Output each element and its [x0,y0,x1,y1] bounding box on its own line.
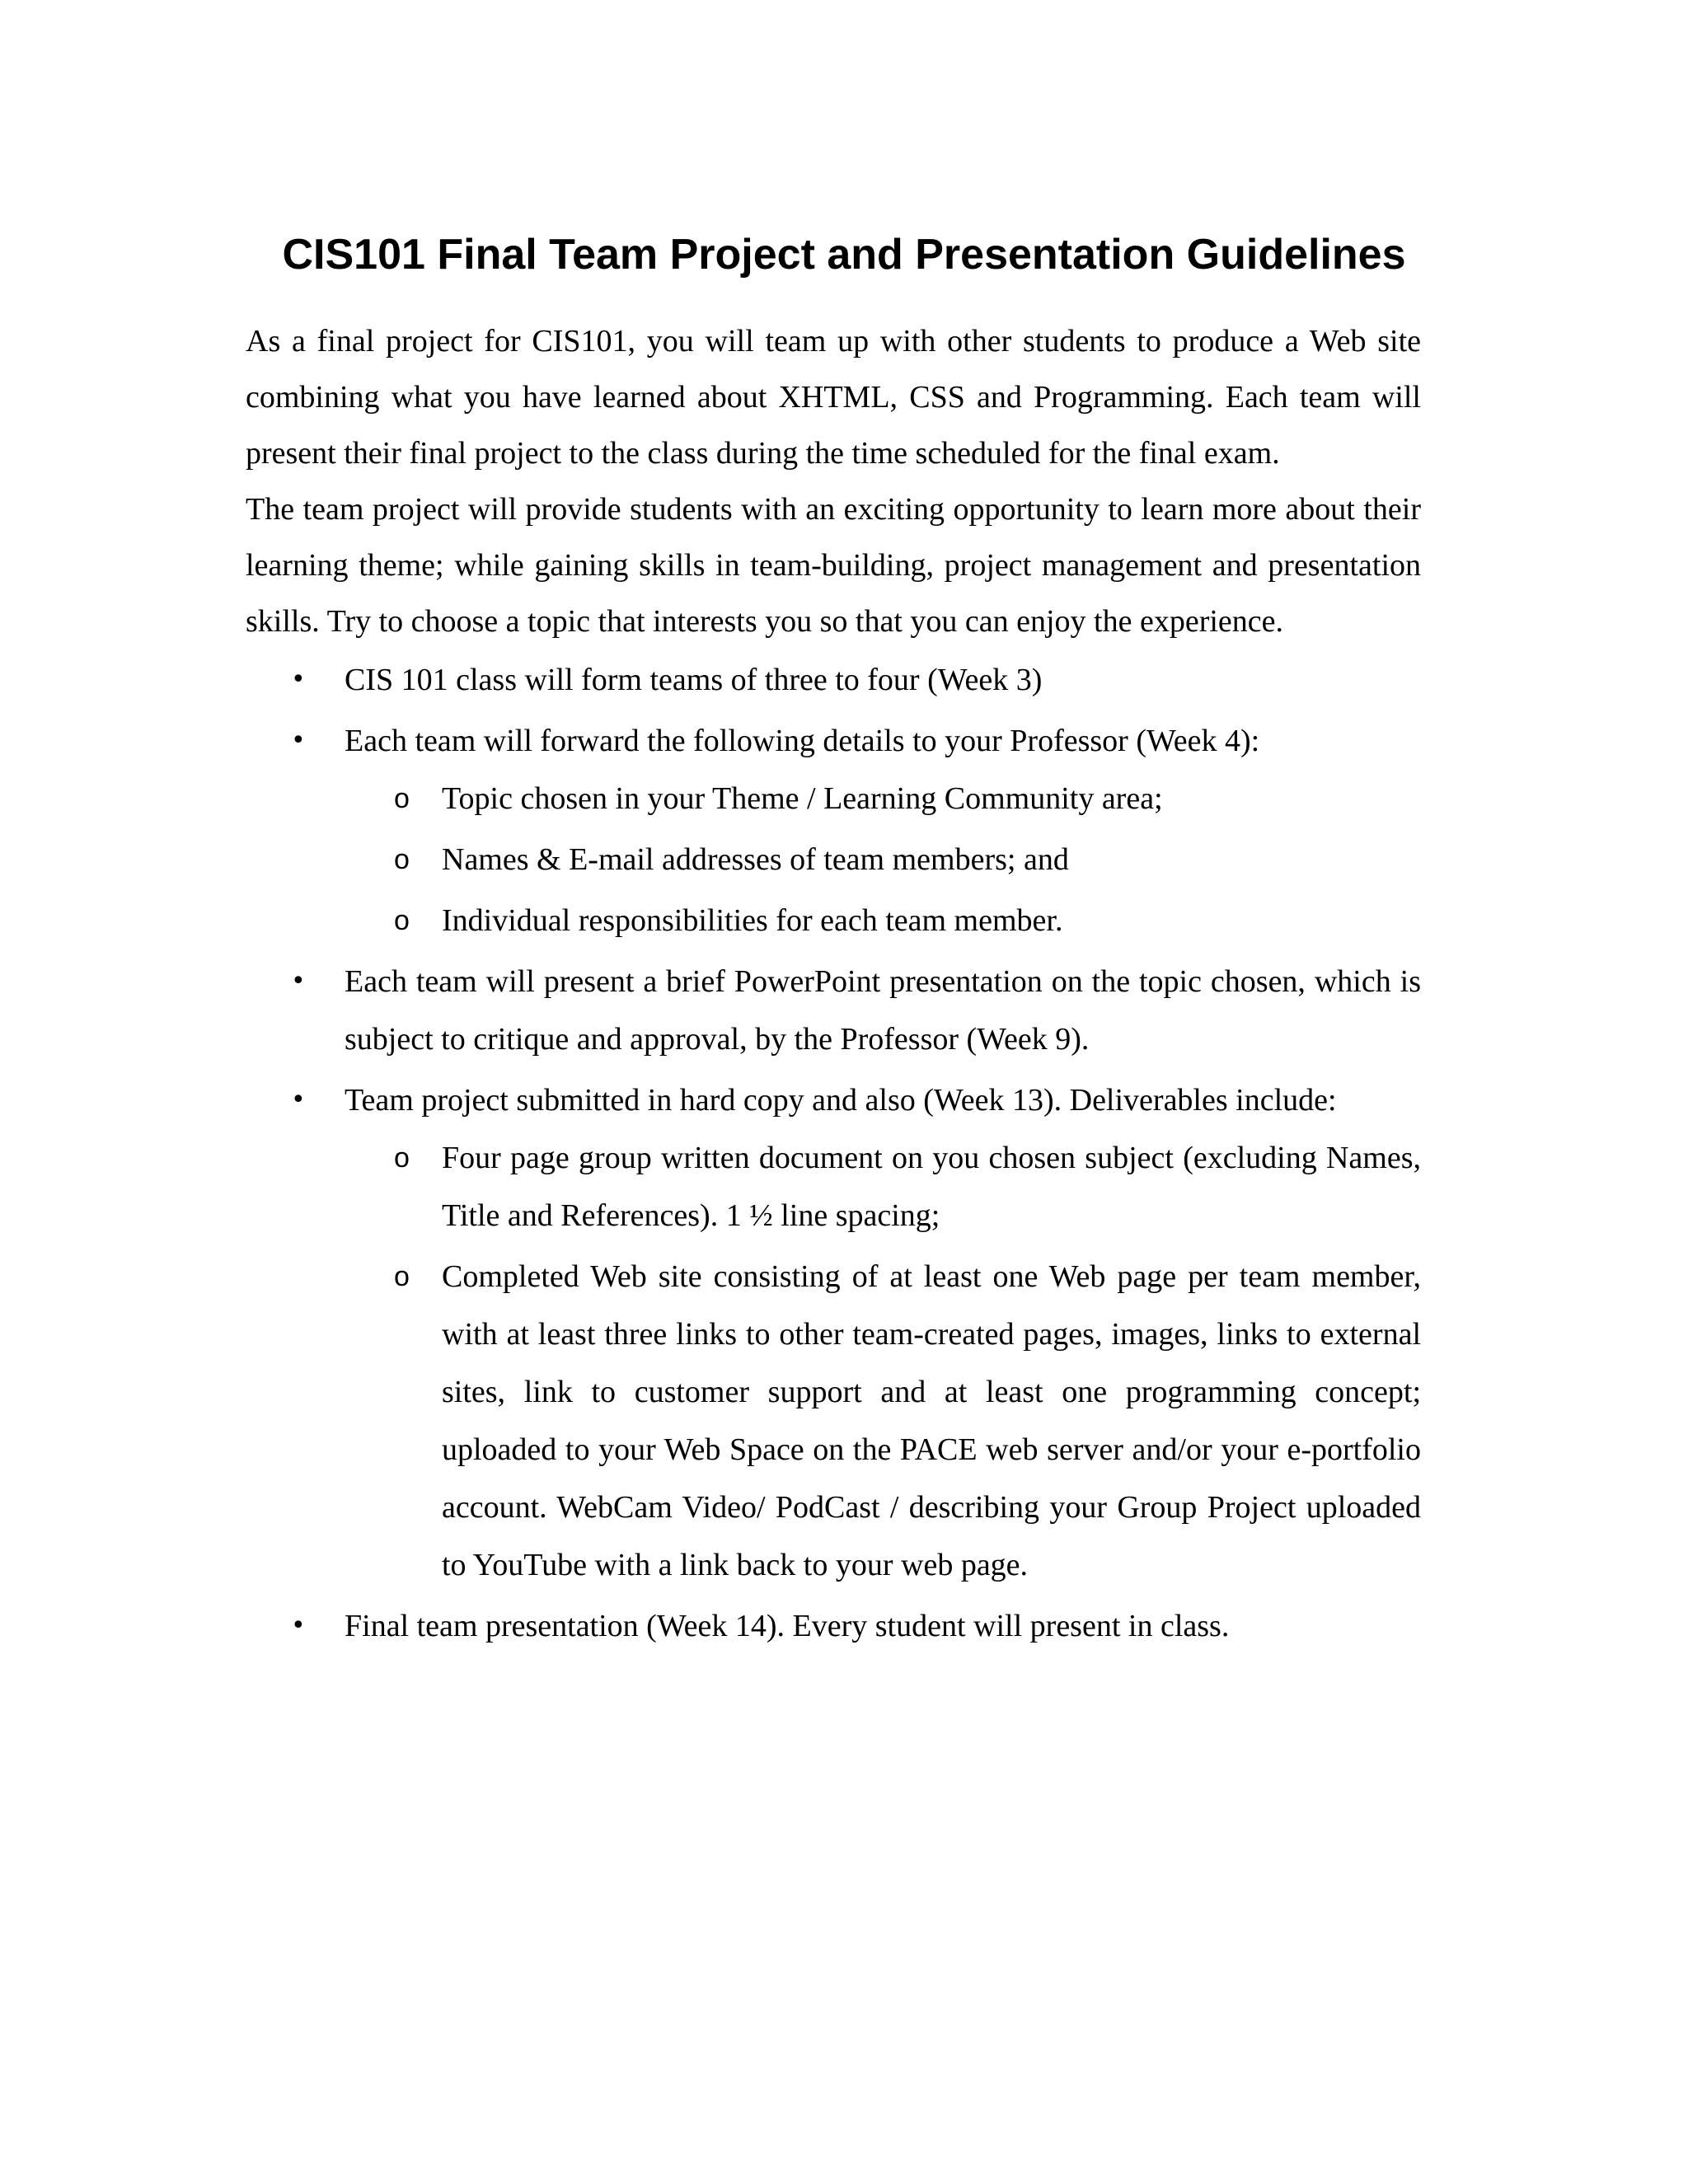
sub-list-item-text: Completed Web site consisting of at least one Web page per team member, with at least three links to other team-created pages, images, links to external sites, link to customer support and at least one programming concept; uploaded to your Web Space on the PACE web server and/or your e-portfolio account. WebCam Video/ PodCast / describing your Group Project uploaded to YouTube with a link back to your web page. [442,1259,1421,1582]
sub-bullet-marker: o [394,905,410,936]
sub-list-item-text: Topic chosen in your Theme / Learning Community area; [442,781,1163,816]
sub-list-item-text: Four page group written document on you chosen subject (excluding Names, Title and References). 1 ½ line spacing; [442,1141,1421,1233]
bullet-marker: • [291,1085,306,1114]
bullet-marker: • [291,967,306,996]
bullet-marker: • [291,726,306,755]
sub-bullet-marker: o [394,844,410,875]
sub-bullet-marker: o [394,1142,410,1174]
bullet-marker: • [291,1611,306,1640]
sub-list-item [345,831,1421,888]
intro-paragraph: As a final project for CIS101, you will team up with other students to produce a Web site combining what you have learned about XHTML, CSS and Programming. Each team will present their final project to the class during the time scheduled for the final exam. [246,324,1421,471]
list-item [246,651,1421,709]
sub-list-item [345,892,1421,949]
list-item-text: Each team will forward the following details to your Professor (Week 4): [345,724,1260,758]
team-project-paragraph: The team project will provide students with an exciting opportunity to learn more about their learning theme; while gaining skills in team-building, project management and presentation skills. Try to choose a topic that interests you so that you can enjoy the experience. [246,492,1421,639]
document-title: CIS101 Final Team Project and Presentation Guidelines [282,231,1406,279]
list-item [246,1597,1421,1655]
bullet-marker: • [291,665,306,694]
list-item [246,953,1421,1068]
sub-list-item-text: Names & E-mail addresses of team members; and [442,842,1069,877]
sub-list [345,770,1421,949]
list-item-text: Team project submitted in hard copy and also (Week 13). Deliverables include: [345,1083,1337,1118]
sub-list-item [345,1129,1421,1244]
list-item [246,1071,1421,1594]
list-item-text: Final team presentation (Week 14). Every student will present in class. [345,1609,1230,1643]
sub-list [345,1129,1421,1594]
sub-bullet-marker: o [394,783,410,814]
sub-list-item-text: Individual responsibilities for each team member. [442,903,1063,938]
sub-list-item [345,1248,1421,1594]
list-item [246,712,1421,949]
guidelines-list [246,649,1421,1655]
document-body [246,313,1421,1658]
list-item-text: Each team will present a brief PowerPoint presentation on the topic chosen, which is subject to critique and approval, by the Professor (Week 9). [345,964,1421,1057]
list-item-text: CIS 101 class will form teams of three to four (Week 3) [345,663,1043,697]
sub-bullet-marker: o [394,1261,410,1292]
sub-list-item [345,770,1421,827]
